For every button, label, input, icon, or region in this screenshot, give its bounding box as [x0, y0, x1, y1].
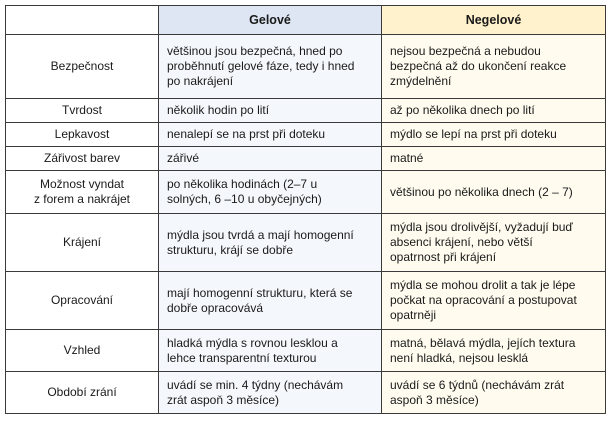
- neg-text-line: bezpečná až do ukončení reakce: [390, 59, 567, 73]
- table-row: [6, 272, 606, 330]
- gel-cell: [159, 147, 382, 171]
- gel-text-line: dobře opracovává: [167, 300, 264, 315]
- neg-text-line: počkat na opracování a postupovat: [390, 293, 577, 307]
- gel-text-line: hladká mýdla s rovnou lesklou a: [167, 335, 338, 350]
- neg-text-line: aspoň 3 měsíce): [390, 392, 479, 407]
- header-corner-cell: [6, 6, 159, 35]
- row-label: Vzhled: [63, 343, 101, 357]
- neg-cell: [382, 123, 606, 147]
- neg-text-line: zmýdelnění: [390, 74, 452, 88]
- row-label: Bezpečnost: [50, 59, 114, 73]
- gel-text-line: solných, 6 –10 u obyčejných): [167, 192, 322, 206]
- header-gel-cell: Gelové: [159, 6, 382, 35]
- gel-text-line: lehce transparentní texturou: [167, 350, 317, 365]
- gel-text-line: většinou jsou bezpečná, hned po: [167, 44, 343, 58]
- row-label: Zářivost barev: [43, 151, 121, 165]
- gel-text-line: strukturu, krájí se dobře: [167, 242, 294, 257]
- row-label-cell: [6, 372, 159, 414]
- neg-cell: [382, 372, 606, 414]
- table-row: [6, 99, 606, 123]
- neg-text-line: matná, bělavá mýdla, jejích textura: [390, 335, 576, 350]
- row-label: Lepkavost: [54, 127, 110, 141]
- neg-text-line: matné: [390, 151, 424, 165]
- neg-cell: [382, 171, 606, 214]
- table-row: [6, 214, 606, 272]
- neg-text-line: nejsou bezpečná a nebudou: [390, 44, 541, 58]
- row-label: z forem a nakrájet: [33, 192, 131, 206]
- row-label-cell: [6, 272, 159, 330]
- row-label: Možnost vyndat: [39, 177, 125, 191]
- neg-text-line: opatrnost při krájení: [390, 250, 497, 264]
- row-label-cell: [6, 330, 159, 372]
- gel-cell: [159, 372, 382, 414]
- header-row: [6, 6, 606, 35]
- gel-text-line: proběhnutí gelové fáze, tedy i hned: [167, 59, 355, 73]
- header-neg-cell: Negelové: [382, 6, 606, 35]
- table-row: [6, 147, 606, 171]
- row-label-cell: [6, 214, 159, 272]
- neg-text-line: není hladká, nejsou lesklá: [390, 350, 529, 365]
- gel-text-line: uvádí se min. 4 týdny (nechávám: [167, 377, 344, 392]
- gel-text-line: mají homogenní strukturu, která se: [167, 285, 353, 300]
- neg-text-line: absenci krájení, nebo větší: [390, 235, 533, 249]
- neg-cell: [382, 99, 606, 123]
- row-label-cell: [6, 171, 159, 214]
- neg-text-line: až po několika dnech po lití: [390, 103, 535, 117]
- neg-cell: [382, 214, 606, 272]
- neg-text-line: mýdla jsou drolivější, vyžadují buď: [390, 220, 573, 234]
- table-row: [6, 123, 606, 147]
- gel-text-line: zářivé: [167, 151, 200, 165]
- gel-text-line: několik hodin po lití: [167, 103, 270, 117]
- neg-cell: [382, 330, 606, 372]
- gel-cell: [159, 272, 382, 330]
- neg-cell: [382, 147, 606, 171]
- gel-cell: [159, 123, 382, 147]
- neg-text-line: mýdlo se lepí na prst při doteku: [390, 127, 557, 141]
- row-label-cell: [6, 35, 159, 99]
- neg-cell: [382, 35, 606, 99]
- gel-text-line: po několika hodinách (2–7 u: [167, 177, 318, 191]
- gel-cell: [159, 214, 382, 272]
- gel-text-line: po nakrájení: [167, 74, 234, 88]
- neg-text-line: mýdla se mohou drolit a tak je lépe: [390, 278, 576, 292]
- neg-text-line: většinou po několika dnech (2 – 7): [390, 184, 573, 199]
- row-label: Opracování: [50, 293, 114, 307]
- gel-text-line: mýdla jsou tvrdá a mají homogenní: [167, 227, 354, 242]
- neg-text-line: uvádí se 6 týdnů (nechávám zrát: [390, 377, 565, 392]
- gel-cell: [159, 330, 382, 372]
- gel-text-line: nenalepí se na prst při doteku: [167, 127, 326, 141]
- gel-cell: [159, 99, 382, 123]
- neg-text-line: opatrněji: [390, 308, 437, 322]
- row-label: Krájení: [62, 235, 102, 249]
- gel-cell: [159, 171, 382, 214]
- row-label-cell: [6, 99, 159, 123]
- gel-cell: [159, 35, 382, 99]
- table-row: [6, 171, 606, 214]
- row-label-cell: [6, 147, 159, 171]
- row-label-cell: [6, 123, 159, 147]
- row-label: Období zrání: [47, 385, 117, 399]
- row-label: Tvrdost: [61, 103, 102, 117]
- table-row: [6, 330, 606, 372]
- comparison-table: [5, 5, 606, 414]
- table-row: [6, 372, 606, 414]
- gel-text-line: zrát aspoň 3 měsíce): [167, 392, 280, 407]
- table-row: [6, 35, 606, 99]
- neg-cell: [382, 272, 606, 330]
